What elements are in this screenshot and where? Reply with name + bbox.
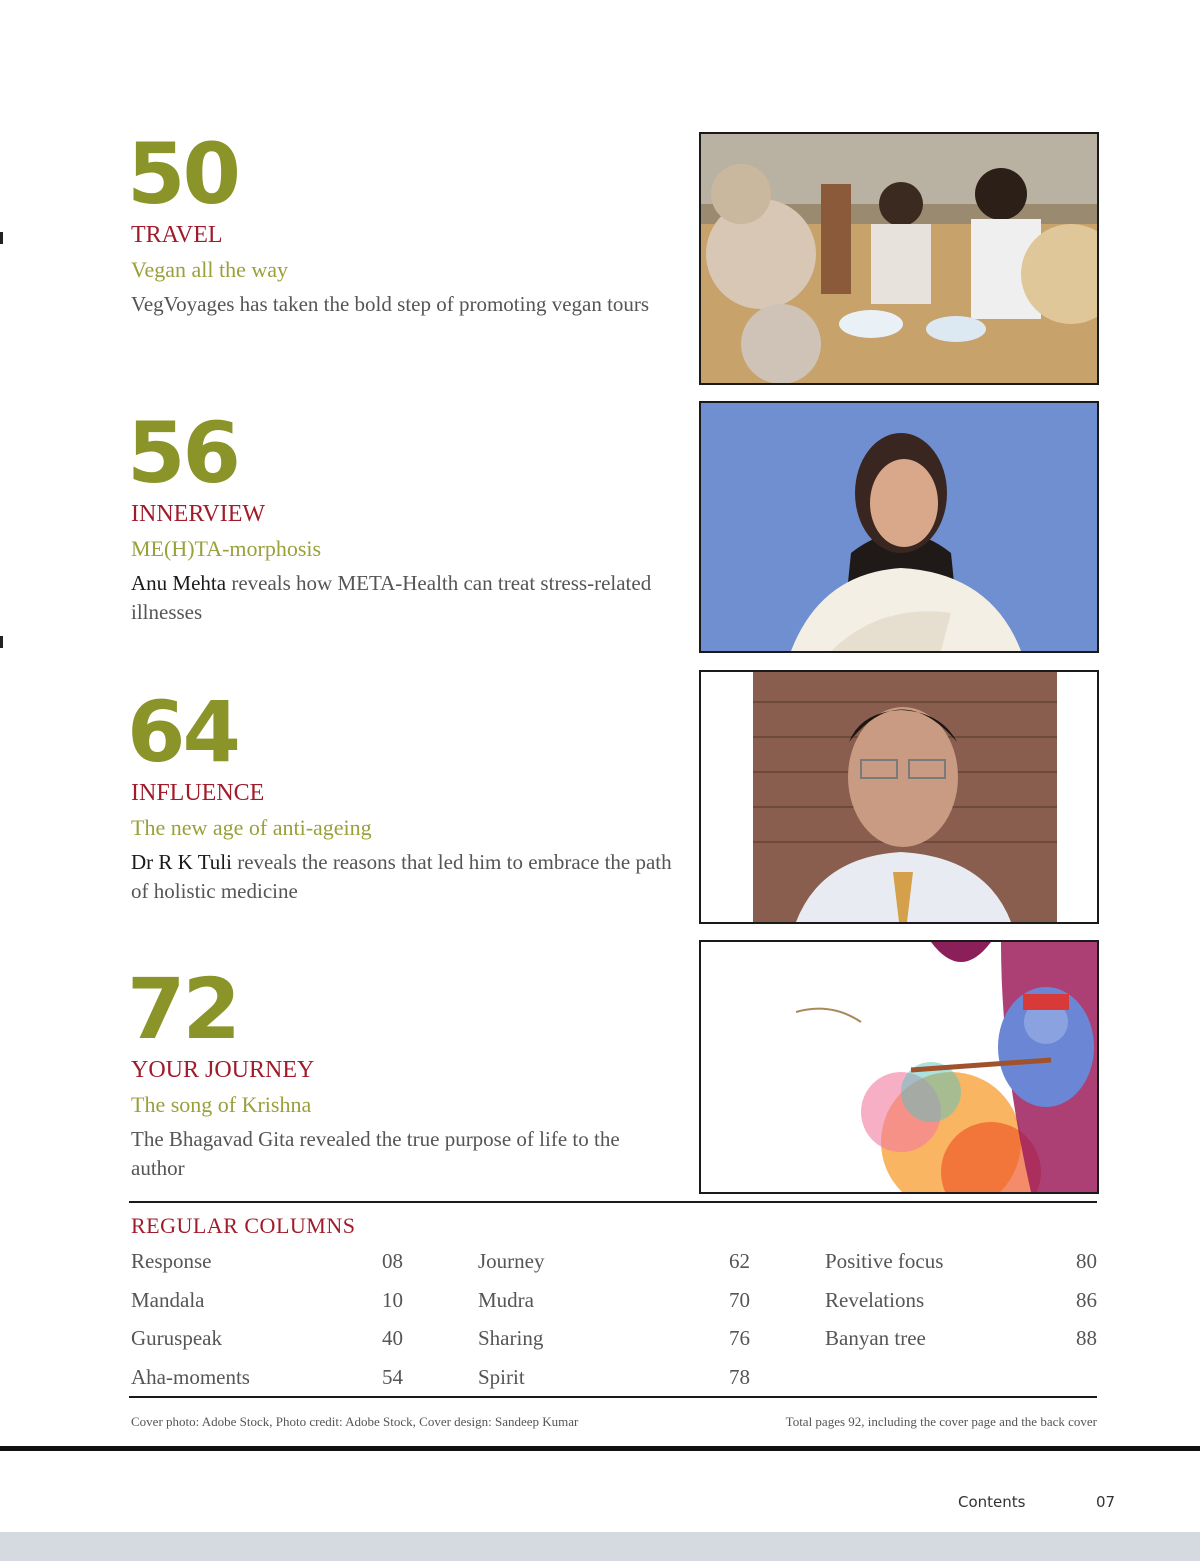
woman-portrait-photo[interactable]	[699, 401, 1099, 653]
feature-section: TRAVEL	[131, 222, 223, 248]
feature-headline[interactable]: Vegan all the way	[131, 257, 288, 282]
column-entry[interactable]	[131, 1284, 403, 1323]
column-page: 86	[1076, 1287, 1097, 1312]
column-page: 88	[1076, 1326, 1097, 1350]
feature-headline[interactable]: ME(H)TA-morphosis	[131, 536, 322, 561]
column-entry[interactable]	[131, 1361, 403, 1400]
bottom-band	[0, 1532, 1200, 1561]
section-divider	[129, 1201, 1097, 1203]
column-name: Response	[131, 1249, 212, 1273]
feature-travel[interactable]	[127, 125, 676, 319]
feature-page-number: 50	[127, 125, 238, 223]
column-name: Revelations	[825, 1287, 925, 1312]
krishna-illustration[interactable]	[699, 940, 1099, 1194]
column-name: Banyan tree	[825, 1326, 926, 1350]
man-portrait-photo[interactable]	[699, 670, 1099, 924]
column-page: 54	[382, 1364, 403, 1389]
footer-page-number: 07	[1096, 1493, 1116, 1511]
feature-headline[interactable]: The song of Krishna	[131, 1092, 312, 1117]
column-entry[interactable]	[478, 1322, 750, 1361]
feature-innerview[interactable]	[127, 404, 676, 627]
column-entry[interactable]	[478, 1284, 750, 1323]
feature-description: Dr R K Tuli reveals the reasons that led him to embrace the path of holistic medicine	[131, 850, 672, 903]
feature-headline[interactable]: The new age of anti-ageing	[131, 815, 372, 840]
column-name: Spirit	[478, 1364, 525, 1389]
column-entry[interactable]	[131, 1245, 403, 1284]
column-page: 10	[382, 1287, 403, 1312]
feature-person-name: Dr R K Tuli	[131, 850, 232, 874]
page-count-note: Total pages 92, including the cover page and the back cover	[785, 1414, 1097, 1429]
cover-credits: Cover photo: Adobe Stock, Photo credit: Adobe Stock, Cover design: Sandeep Kumar	[131, 1414, 579, 1429]
feature-description: The Bhagavad Gita revealed the true purpose of life to the author	[131, 1127, 620, 1180]
column-page: 76	[729, 1326, 750, 1350]
footer-divider	[0, 1446, 1200, 1451]
column-page: 62	[729, 1249, 750, 1273]
column-page: 80	[1076, 1249, 1097, 1273]
feature-description: Anu Mehta reveals how META-Health can treat stress-related illnesses	[131, 571, 652, 624]
column-entry[interactable]	[478, 1245, 750, 1284]
column-page: 40	[382, 1326, 403, 1350]
column-name: Aha-moments	[131, 1364, 250, 1389]
column-page: 08	[382, 1249, 403, 1273]
regular-columns-title: REGULAR COLUMNS	[131, 1213, 356, 1238]
footer-section-label: Contents	[958, 1493, 1026, 1511]
column-entry[interactable]	[825, 1245, 1097, 1284]
column-entry[interactable]	[131, 1322, 403, 1361]
regular-columns-list-3	[825, 1245, 1097, 1361]
column-name: Positive focus	[825, 1249, 944, 1273]
feature-section: INNERVIEW	[131, 501, 266, 527]
food-tour-group-photo[interactable]	[699, 132, 1099, 385]
column-name: Guruspeak	[131, 1326, 222, 1350]
column-page: 70	[729, 1287, 750, 1312]
column-name: Mandala	[131, 1287, 205, 1312]
feature-influence[interactable]	[127, 683, 676, 906]
column-entry[interactable]	[825, 1322, 1097, 1361]
column-name: Mudra	[478, 1287, 534, 1312]
feature-page-number: 72	[127, 960, 238, 1058]
feature-description: VegVoyages has taken the bold step of promoting vegan tours	[131, 292, 650, 316]
section-divider	[129, 1396, 1097, 1398]
regular-columns-list-2	[478, 1245, 750, 1399]
column-name: Journey	[478, 1249, 545, 1273]
feature-page-number: 56	[127, 404, 238, 502]
feature-page-number: 64	[127, 683, 238, 781]
feature-section: INFLUENCE	[131, 780, 265, 806]
feature-your-journey[interactable]	[127, 960, 676, 1183]
column-entry[interactable]	[825, 1284, 1097, 1323]
column-entry[interactable]	[478, 1361, 750, 1400]
page-edge-mark	[0, 232, 3, 244]
feature-section: YOUR JOURNEY	[131, 1057, 315, 1083]
column-page: 78	[729, 1364, 750, 1389]
column-name: Sharing	[478, 1326, 544, 1350]
regular-columns-list-1	[131, 1245, 403, 1399]
page-edge-mark	[0, 636, 3, 648]
feature-person-name: Anu Mehta	[131, 571, 227, 595]
